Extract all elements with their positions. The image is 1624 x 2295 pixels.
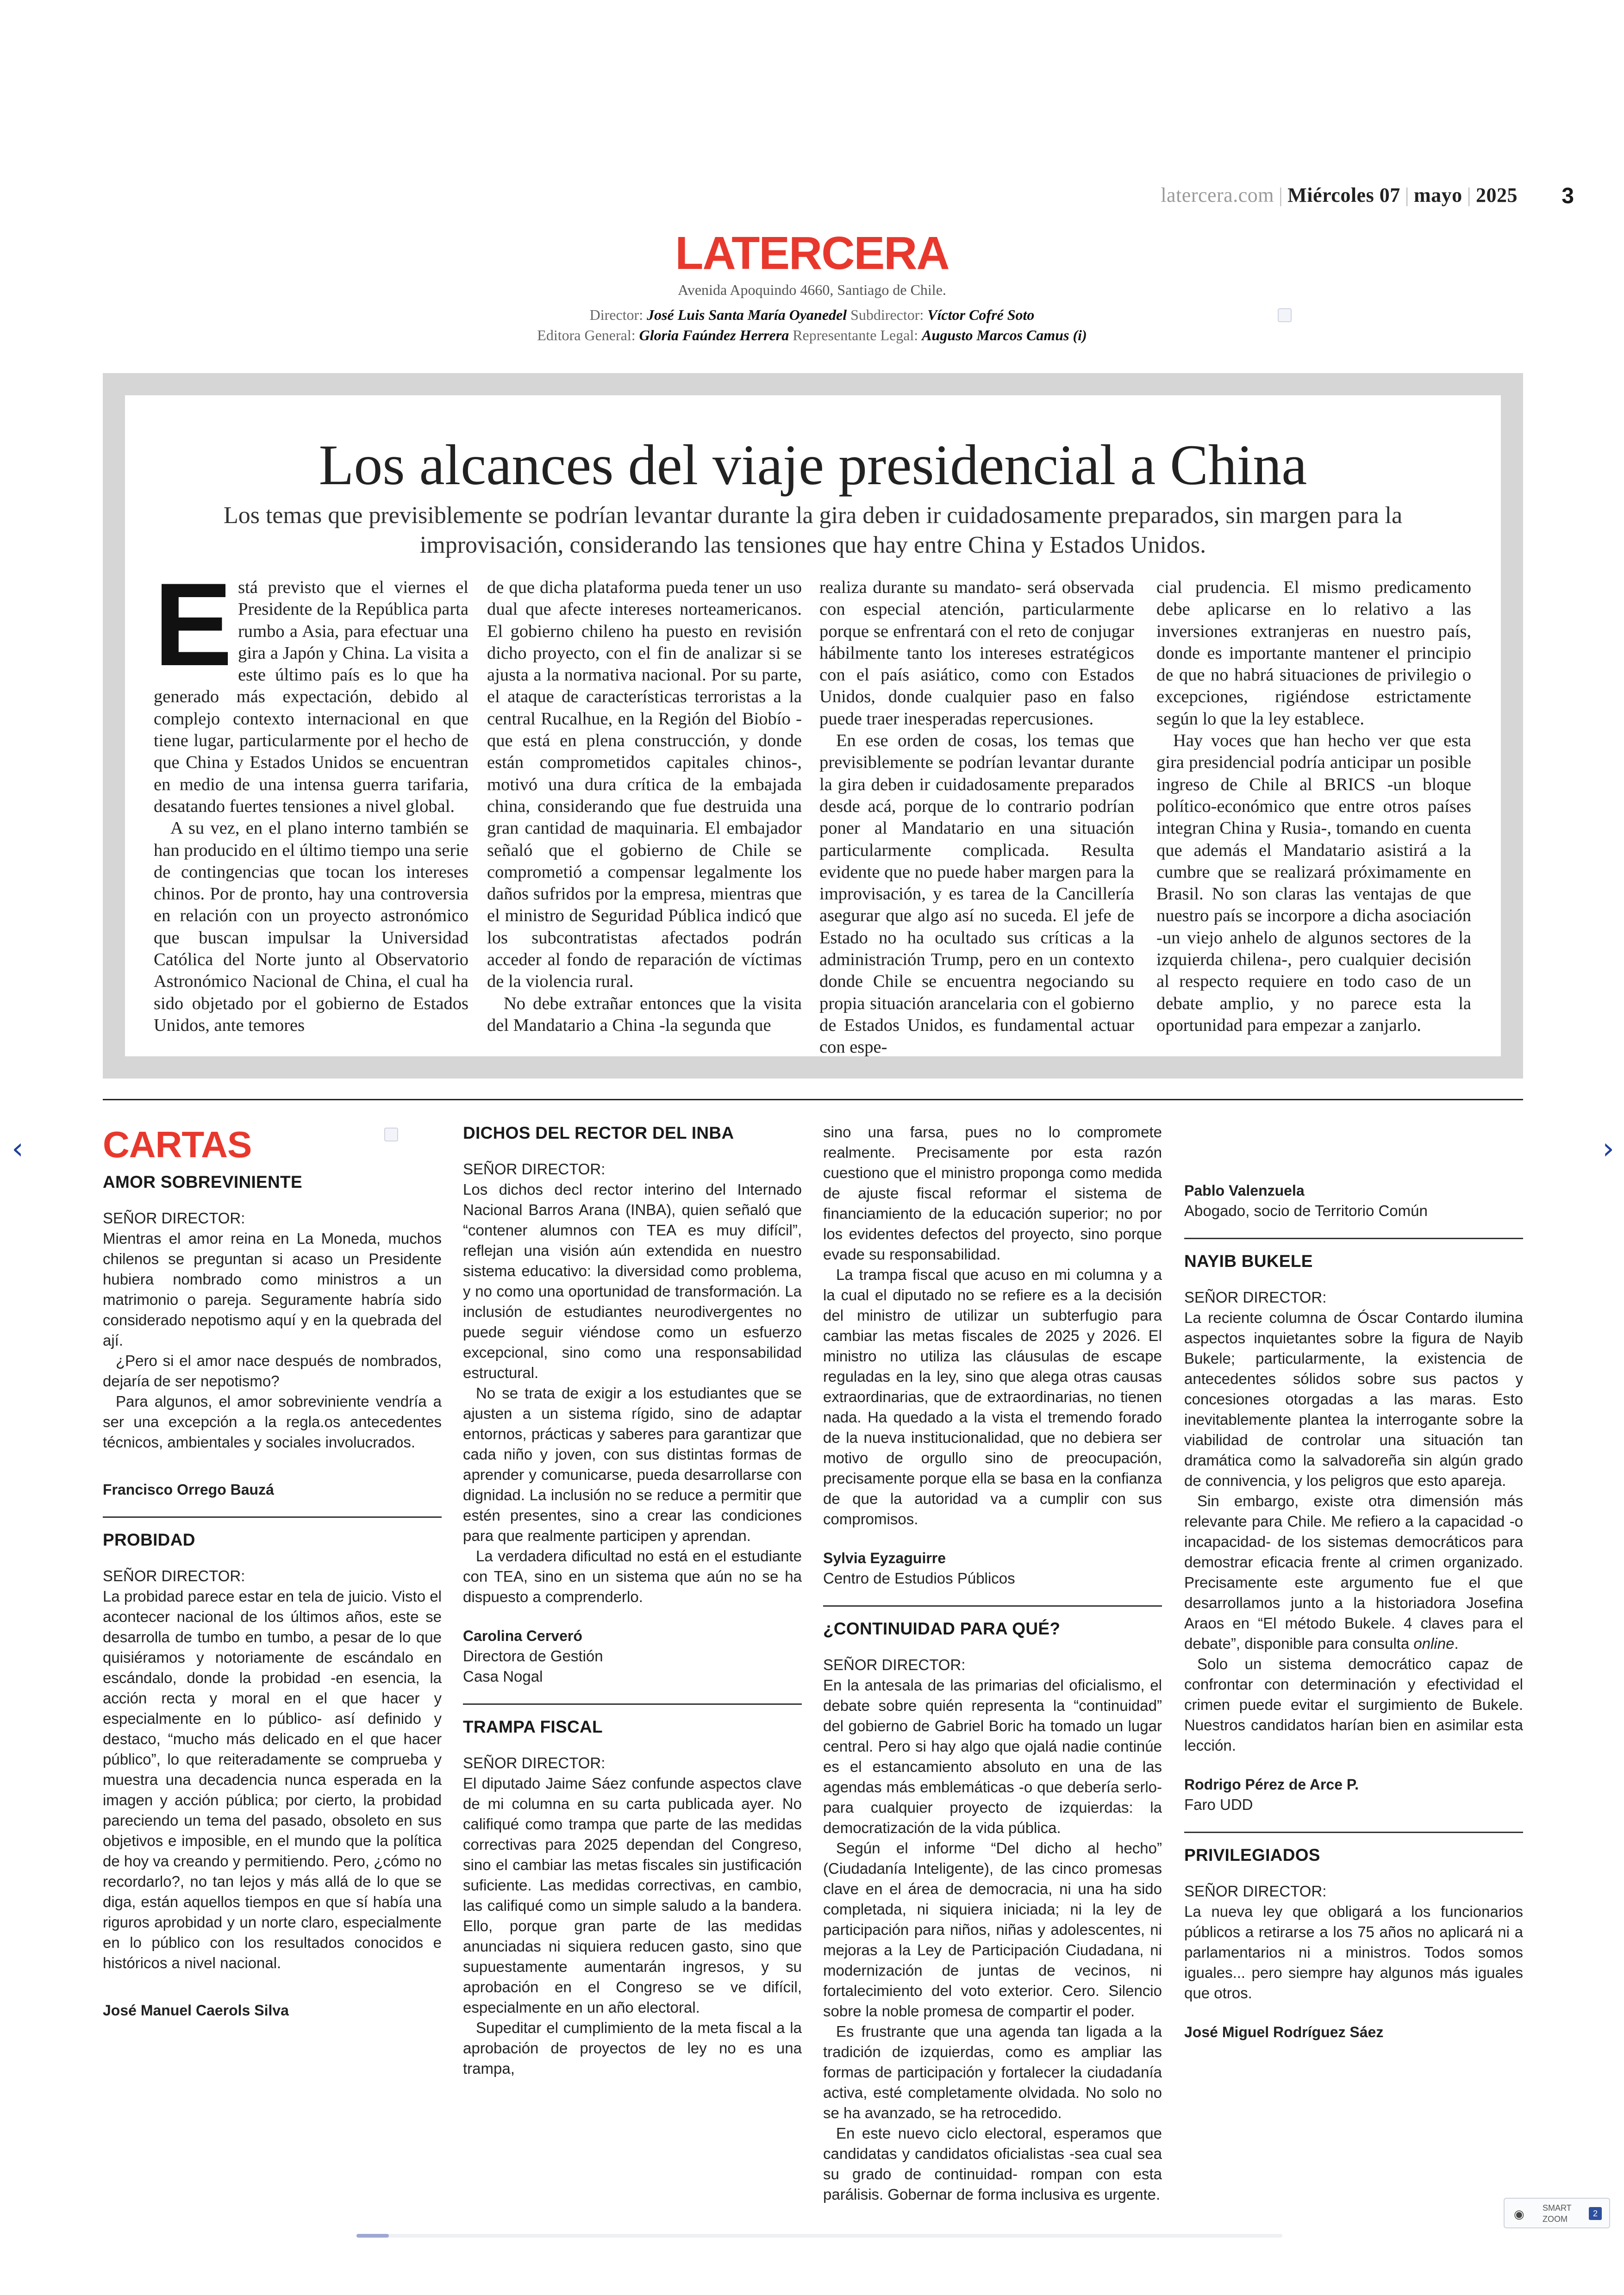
letter-paragraph: Solo un sistema democrático capaz de confrontar con determinación y efectividad el crimen puede evitar el surgimiento de Bukele. Nuestros candidatos harían bien en asimilar esta lección. <box>1184 1655 1523 1754</box>
editorial-paragraph: realiza durante su mandato- será observada con especial atención, particularmente porque se enfrentará con el reto de conjugar hábilmente tanto los intereses estratégicos con el país asiático, como con Estados Unidos, donde cualquier paso en falso puede traer inesperadas repercusiones. <box>819 578 1134 729</box>
masthead-address: Avenida Apoquindo 4660, Santiago de Chile. <box>678 281 946 298</box>
date-day: Miércoles 07 <box>1287 184 1400 206</box>
eye-icon: ◉ <box>1514 2207 1524 2221</box>
letters-column-4 <box>1184 1116 1523 2042</box>
letter-signature: José Manuel Caerols Silva <box>103 2002 289 2019</box>
letter-paragraph: La nueva ley que obligará a los funcionarios públicos a retirarse a los 75 años no aplicará ni a parlamentarios ni a ministros. Todos somos iguales... pero siempre hay algunos más iguales que otros. <box>1184 1903 1523 2002</box>
representante-label: Representante Legal: <box>793 327 918 343</box>
editorial-subtitle: Los temas que previsiblemente se podrían levantar durante la gira deben ir cuidadosamente preparados, sin margen para la improvisación, considerando las tensiones que hay entre China y Estados Unidos. <box>223 502 1403 558</box>
letter-title: PRIVILEGIADOS <box>1184 1846 1320 1865</box>
letter-title: TRAMPA FISCAL <box>463 1717 603 1736</box>
letter-paragraph: Supeditar el cumplimiento de la meta fiscal a la aprobación de proyectos de ley no es una trampa, <box>463 2019 802 2077</box>
letter-title: PROBIDAD <box>103 1530 195 1549</box>
letter-signature: José Miguel Rodríguez Sáez <box>1184 2024 1384 2040</box>
smart-zoom-label: SMART <box>1543 2203 1572 2213</box>
editorial-column-3 <box>819 577 1134 1059</box>
letter-signature: Carolina Cerveró <box>463 1628 582 1644</box>
letter-salutation: SEÑOR DIRECTOR: <box>1184 1883 1327 1900</box>
editorial-paragraph <box>154 559 468 817</box>
letter-divider <box>1184 1238 1523 1239</box>
next-page-arrow-icon[interactable]: › <box>1602 1132 1614 1166</box>
site-name: latercera.com <box>1161 184 1274 206</box>
letter-divider <box>1184 1832 1523 1833</box>
representante-name: Augusto Marcos Camus (i) <box>922 327 1087 343</box>
letter-paragraph: ¿Pero si el amor nace después de nombrados, dejaría de ser nepotismo? <box>103 1352 442 1390</box>
letter-paragraph: El diputado Jaime Sáez confunde aspectos clave de mi columna en su carta publicada ayer. No califiqué como trampa que parte de las medidas correctivas para 2025 dependan del Congreso, sino el cambiar las metas fiscales sin justificación suficiente. Las medidas correctivas, en cambio, las califiqué como un simple saludo a la bandera. Ello, porque gran parte de las medidas anunciadas ni siquiera reducen gasto, sino que supuestamente aumentarán ingresos, y su aprobación en el Congreso se ve difícil, especialmente en un año electoral. <box>463 1775 802 2016</box>
letter-paragraph: Los dichos decl rector interino del Internado Nacional Barros Arana (INBA), quien señaló que “contener alumnos con TEA es muy difícil”, reflejan una visión aún extendida en nuestro sistema educativo: la diversidad como problema, y no como una oportunidad de transformación. La inclusión de estudiantes neurodivergentes no puede seguir viéndose como un esfuerzo excepcional, sino como una responsabilidad estructural. <box>463 1181 802 1381</box>
letter-paragraph: La reciente columna de Óscar Contardo ilumina aspectos inquietantes sobre la figura de Nayib Bukele; particularmente, la existencia de antecedentes sólidos sobre sus pactos y concesiones otorgadas a las maras. Esto inevitablemente plantea la interrogante sobre la viabilidad de controlar una situación tan dramática como la salvadoreña sin algún grado de connivencia, y los peligros que esto apareja. <box>1184 1309 1523 1489</box>
letter-salutation: SEÑOR DIRECTOR: <box>103 1210 245 1227</box>
letter-title: DICHOS DEL RECTOR DEL INBA <box>463 1123 734 1142</box>
letter-paragraph: sino una farsa, pues no lo compromete realmente. Precisamente por esta razón cuestiono que el ministro proponga como medida de ajuste fiscal reformar el sistema de financiamiento de la educación superior; no por los evidentes defectos del proyecto, sino porque evade su responsabilidad. <box>823 1123 1162 1263</box>
editorial-paragraph: cial prudencia. El mismo predicamento debe aplicarse en lo relativo a las inversiones extranjeras en nuestro país, donde es importante mantener el principio de que no habrá situaciones de privilegio o excepciones, rigiéndose estrictamente según lo que la ley establece. <box>1156 578 1471 729</box>
letter-divider <box>103 1516 442 1518</box>
signer-role: Directora de Gestión <box>463 1647 603 1665</box>
letter-paragraph: Para algunos, el amor sobreviniente vendría a ser una excepción a la regla.os antecedentes técnicos, ambientales y sociales involucrados. <box>103 1393 442 1451</box>
zoom-level-badge: 2 <box>1589 2207 1602 2220</box>
masthead-directors <box>0 306 1624 324</box>
scrollbar-thumb[interactable] <box>356 2234 389 2238</box>
letter-paragraph: La probidad parece estar en tela de juicio. Visto el acontecer nacional de los últimos años, este se desarrolla de tumbo en tumbo, a pesar de lo que quisiéramos y notoriamente de escándalo en escándalo, donde la probidad -en esencia, la acción recta y moral en el que hacer y especialmente en lo público- así definido y destaco, “mucho más delicado en el que hacer público”, lo que reiteradamente se comprueba y muestra una decadencia nunca esperada en la imagen y acción pública; por cierto, la probidad pareciendo un tema del pasado, obsoleto en sus objetivos e imposible, en el mundo que la política de hoy va creando y permitiendo. Pero, ¿cómo no recordarlo?, no tan lejos y más allá de lo que se diga, están aquellos tiempos en que sí había una riguros aprobidad y un norte claro, especialmente en lo público con los resultados conocidos e históricos a nivel nacional. <box>103 1588 442 1971</box>
letter-divider <box>463 1703 802 1705</box>
letter-paragraph: Mientras el amor reina en La Moneda, muchos chilenos se preguntan si acaso un Presidente hubiera nombrado como ministros a un matrimonio o pareja. Seguramente habría sido considerado nepotismo aquí y en la quebrada del ají. <box>103 1230 442 1349</box>
signer-org: Faro UDD <box>1184 1796 1253 1813</box>
subdirector-label: Subdirector: <box>850 306 924 323</box>
letter-paragraph: La verdadera dificultad no está en el estudiante con TEA, sino en un sistema que aún no se ha dispuesto a comprenderlo. <box>463 1547 802 1605</box>
signer-org: Centro de Estudios Públicos <box>823 1570 1015 1587</box>
letter-salutation: SEÑOR DIRECTOR: <box>103 1567 245 1584</box>
letters-column-2 <box>463 1116 802 2079</box>
editorial-column-2 <box>487 577 802 1036</box>
letter-salutation: SEÑOR DIRECTOR: <box>463 1754 606 1771</box>
editorial-content <box>125 395 1501 1056</box>
letter-title: ¿CONTINUIDAD PARA QUÉ? <box>823 1619 1061 1638</box>
paragraph-text: stá previsto que el viernes el Presidente de la República parta rumbo a Asia, para efectuar una gira a Japón y China. La visita a este último país es lo que ha generado más expectación, debido al complejo contexto internacional en que tiene lugar, particularmente por el hecho de que China y Estados Unidos se encuentran en medio de una intensa guerra tarifaria, desatando fuertes tensiones a nivel global. <box>154 578 468 816</box>
smart-zoom-label: ZOOM <box>1543 2214 1568 2224</box>
editorial-paragraph: En ese orden de cosas, los temas que previsiblemente se podrían levantar durante la gira deben ir cuidadosamente preparados desde acá, porque de lo contrario podrían poner al Mandatario en una situación particularmente complicada. Resulta evidente que no puede haber margen para la improvisación, y es tarea de la Cancillería asegurar que algo así no suceda. El jefe de Estado no ha ocultado sus críticas a la administración Trump, pero en un contexto donde Chile se encuentra negociando su propia situación arancelaria con el gobierno de Estados Unidos, es fundamental actuar con espe- <box>819 731 1134 1057</box>
letter-divider <box>823 1605 1162 1607</box>
article-audio-icon[interactable] <box>1278 308 1292 322</box>
page-number: 3 <box>1562 184 1574 208</box>
letter-salutation: SEÑOR DIRECTOR: <box>463 1160 606 1178</box>
newspaper-logo: LATERCERA <box>675 227 949 279</box>
emphasis-online: online <box>1413 1635 1455 1652</box>
director-label: Director: <box>589 306 643 323</box>
letter-paragraph: Sin embargo, existe otra dimensión más relevante para Chile. Me refiero a la capacidad -o incapacidad- de los sistemas democráticos para demostrar eficacia frente al crimen organizado. Precisamente este argumento fue el que desarrollamos junto a la historiadora Josefina Araos en “El método Bukele. 4 claves para el debate”, disponible para consulta online. <box>1184 1492 1523 1652</box>
date-year: 2025 <box>1476 184 1518 206</box>
smart-zoom-button[interactable] <box>1504 2198 1610 2228</box>
letter-signature: Pablo Valenzuela <box>1184 1182 1305 1199</box>
section-divider <box>103 1099 1523 1100</box>
letter-paragraph: No se trata de exigir a los estudiantes que se ajusten a un sistema rígido, sino de adaptar entornos, prácticas y saberes para garantizar que cada niño y joven, con sus distintas formas de aprender y comunicarse, pueda desarrollarse con dignidad. La inclusión no se reduce a permitir que estén presentes, sino a crear las condiciones para que realmente participen y aprendan. <box>463 1384 802 1544</box>
letter-title: NAYIB BUKELE <box>1184 1252 1313 1271</box>
letter-signature: Francisco Orrego Bauzá <box>103 1481 274 1498</box>
editorial-column-4 <box>1156 577 1471 1036</box>
signer-role: Abogado, socio de Territorio Común <box>1184 1202 1428 1219</box>
date-month: mayo <box>1414 184 1462 206</box>
editora-label: Editora General: <box>537 327 636 343</box>
letter-signature: Rodrigo Pérez de Arce P. <box>1184 1776 1359 1793</box>
editora-name: Gloria Faúndez Herrera <box>639 327 789 343</box>
letter-signature: Sylvia Eyzaguirre <box>823 1550 946 1566</box>
letters-column-3 <box>823 1116 1162 2205</box>
editorial-column-1 <box>154 559 468 1036</box>
editorial-paragraph: No debe extrañar entonces que la visita del Mandatario a China -la segunda que <box>487 993 802 1035</box>
editorial-box <box>103 373 1523 1079</box>
editorial-title: Los alcances del viaje presidencial a China <box>319 433 1307 497</box>
director-name: José Luis Santa María Oyanedel <box>647 306 847 323</box>
letters-section-title: CARTAS <box>103 1124 252 1165</box>
editorial-paragraph: A su vez, en el plano interno también se han producido en el último tiempo una serie de contingencias que tocan los intereses chinos. Por de pronto, hay una controversia en relación con un proyecto astronómico que buscan impulsar la Universidad Católica del Norte junto al Observatorio Astronómico Nacional de China, el cual ha sido objetado por el gobierno de Estados Unidos, ante temores <box>154 818 468 1035</box>
letter-salutation: SEÑOR DIRECTOR: <box>823 1656 966 1673</box>
signer-org: Casa Nogal <box>463 1668 543 1685</box>
drop-cap: E <box>154 559 233 691</box>
letters-column-1 <box>103 1116 442 2021</box>
letter-paragraph: Es frustrante que una agenda tan ligada a la tradición de izquierdas, como es ampliar las formas de participación y fortalecer la ciudadanía activa, esté completamente olvidada. No solo no se ha avanzado, se ha retrocedido. <box>823 2023 1162 2121</box>
paragraph-text: Sin embargo, existe otra dimensión más relevante para Chile. Me refiero a la capacidad -o incapacidad- de los sistemas democráticos para demostrar eficacia frente al crimen organizado. Precisamente este argumento fue el que desarrollamos junto a la historiadora Josefina Araos en “El método Bukele. 4 claves para el debate”, disponible para consulta <box>1184 1492 1523 1652</box>
masthead-editors <box>0 327 1624 344</box>
page-scrollbar[interactable] <box>356 2234 1282 2238</box>
letter-salutation: SEÑOR DIRECTOR: <box>1184 1289 1327 1306</box>
section-audio-icon[interactable] <box>384 1128 398 1141</box>
letter-title: AMOR SOBREVINIENTE <box>103 1172 302 1191</box>
letter-paragraph: Según el informe “Del dicho al hecho” (Ciudadanía Inteligente), de las cinco promesas clave en el área de democracia, ni una ha sido completada, ni siquiera iniciada; ni la ley de participación para niños, niñas y adolescentes, ni mejoras a la Ley de Participación Ciudadana, ni modernización de juntas de vecinos, ni fortalecimiento del voto exterior. Cero. Silencio sobre la noble promesa de compartir el poder. <box>823 1840 1162 2020</box>
editorial-paragraph: de que dicha plataforma pueda tener un uso dual que afecte intereses norteamericanos. El gobierno chileno ha puesto en revisión dicho proyecto, con el fin de analizar si se ajusta a la normativa nacional. Por su parte, el ataque de características terroristas a la central Rucalhue, en la Región del Biobío -que está en plena construcción, y donde están comprometidos capitales chinos-, motivó una dura crítica de la embajada china, considerando que fue destruida una gran cantidad de maquinaria. El embajador señaló que el gobierno de Chile se comprometió a compensar legalmente los daños sufridos por la empresa, mientras que el ministro de Seguridad Pública indicó que los subcontratistas afectados podrán acceder al fondo de reparación de víctimas de la violencia rural. <box>487 578 802 992</box>
subdirector-name: Víctor Cofré Soto <box>927 306 1035 323</box>
letter-paragraph: En la antesala de las primarias del oficialismo, el debate sobre quién representa la “continuidad” del gobierno de Gabriel Boric ha tomado un lugar central. Pero si hay algo que ojalá nadie continúe es el estancamiento absoluto en una de las agendas más emblemáticas -o que debería serlo- para cualquier proyecto de izquierdas: la democratización de la vida pública. <box>823 1677 1162 1836</box>
letter-paragraph: La trampa fiscal que acuso en mi columna y a la cual el diputado no se refiere es a la decisión del ministro de utilizar un subterfugio para cambiar las metas fiscales de 2025 y 2026. El ministro no utiliza las cláusulas de escape reguladas en la ley, sino que alega otras causas extraordinarias, que de extraordinarias, no tienen nada. Ha quedado a la vista el tremendo forado de la nueva institucionalidad, que no debiera ser motivo de orgullo sino de preocupación, precisamente porque ella se basa en la confianza de que la autoridad va a cumplir con sus compromisos. <box>823 1266 1162 1528</box>
editorial-paragraph: Hay voces que han hecho ver que esta gira presidencial podría anticipar un posible ingreso de Chile al BRICS -un bloque político-económico que entre otros países integran China y Rusia-, tomando en cuenta que además el Mandatario asistirá a la cumbre que se realizará próximamente en Brasil. No son claras las ventajas de que nuestro país se incorpore a dicha asociación -un viejo anhelo de algunos sectores de la izquierda chilena-, pero cualquier decisión al respecto requiere en todo caso de un debate amplio, y no parece esta la oportunidad para empezar a zanjarlo. <box>1156 731 1471 1035</box>
letter-paragraph: En este nuevo ciclo electoral, esperamos que candidatas y candidatos oficialistas -sea cual sea su grado de continuidad- rompan con esta parálisis. Gobernar de forma inclusiva es urgente. <box>823 2125 1162 2203</box>
previous-page-arrow-icon[interactable]: ‹ <box>12 1132 24 1166</box>
date-line: latercera.com | Miércoles 07 | mayo | 2025 <box>1161 184 1518 206</box>
